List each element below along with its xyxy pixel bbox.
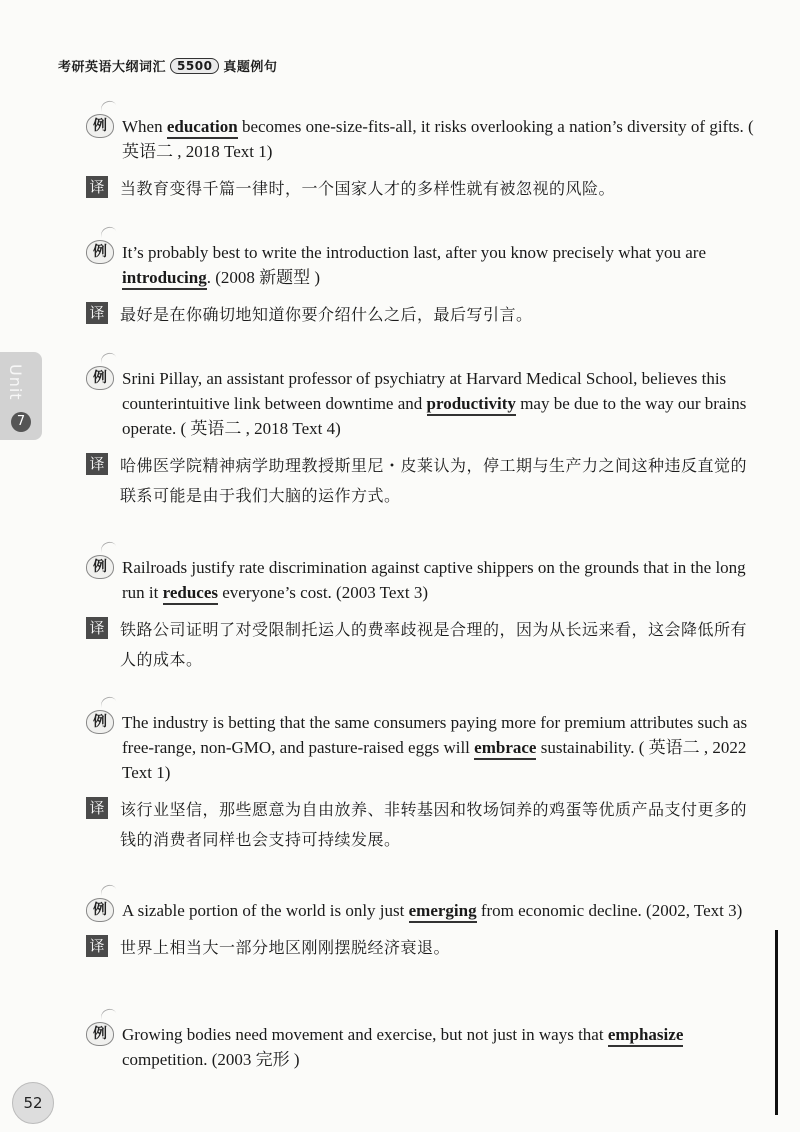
example-text: Growing bodies need movement and exercise, but not just in ways that — [122, 1025, 608, 1044]
example-text: competition. (2003 完形 ) — [122, 1050, 300, 1069]
unit-tab — [0, 352, 42, 440]
example-sentence — [86, 710, 761, 785]
example-text: from economic decline. (2002, Text 3) — [476, 901, 743, 920]
example-text: becomes one-size-fits-all, it risks overlooking a nation’s diversity of gifts. ( 英语二 , 2018 Text 1) — [122, 117, 754, 161]
header-title: 考研英语大纲词汇 — [58, 60, 167, 75]
example-text: A sizable portion of the world is only just — [122, 901, 409, 920]
keyword: embrace — [474, 738, 536, 760]
translation-text: 最好是在你确切地知道你要介绍什么之后，最后写引言。 — [120, 305, 533, 324]
example-sentence — [86, 240, 761, 290]
example-entry — [86, 114, 761, 204]
translation-text: 该行业坚信，那些愿意为自由放养、非转基因和牧场饲养的鸡蛋等优质产品支付更多的钱的消费者同样也会支持可持续发展。 — [120, 800, 748, 849]
example-badge-icon: 例 — [86, 366, 114, 390]
translation — [86, 795, 761, 855]
example-entry — [86, 1022, 761, 1072]
translation-badge-icon: 译 — [86, 935, 108, 957]
binding-edge — [775, 930, 778, 1115]
keyword: emerging — [409, 901, 477, 923]
example-badge-icon: 例 — [86, 114, 114, 138]
example-entry — [86, 710, 761, 855]
translation-badge-icon: 译 — [86, 797, 108, 819]
example-sentence — [86, 1022, 761, 1072]
example-text: It’s probably best to write the introduction last, after you know precisely what you are — [122, 243, 706, 262]
example-text: may be due to the way our brains operate. ( 英语二 , 2018 Text 4) — [122, 394, 747, 438]
translation — [86, 300, 761, 330]
page-number: 52 — [12, 1082, 54, 1124]
example-text: The industry is betting that the same consumers paying more for premium attributes such as free-range, non-GMO, and pasture-raised eggs will — [122, 713, 748, 757]
example-sentence — [86, 114, 761, 164]
example-badge-icon: 例 — [86, 240, 114, 264]
translation — [86, 451, 761, 511]
translation-text: 世界上相当大一部分地区刚刚摆脱经济衰退。 — [120, 938, 451, 957]
example-badge-icon: 例 — [86, 898, 114, 922]
unit-number: 7 — [11, 412, 31, 432]
running-header — [58, 56, 277, 75]
example-entry — [86, 240, 761, 330]
translation — [86, 174, 761, 204]
example-text: When — [122, 117, 167, 136]
translation-text: 哈佛医学院精神病学助理教授斯里尼・皮莱认为，停工期与生产力之间这种违反直觉的联系可能是由于我们大脑的运作方式。 — [120, 456, 748, 505]
example-text: Railroads justify rate discrimination against captive shippers on the grounds that in the long run it — [122, 558, 746, 602]
example-badge-icon: 例 — [86, 555, 114, 579]
keyword: education — [167, 117, 238, 139]
example-sentence — [86, 555, 761, 605]
translation-text: 当教育变得千篇一律时，一个国家人才的多样性就有被忽视的风险。 — [120, 179, 616, 198]
translation — [86, 933, 761, 963]
keyword: reduces — [163, 583, 218, 605]
translation-badge-icon: 译 — [86, 453, 108, 475]
translation-badge-icon: 译 — [86, 176, 108, 198]
header-subtitle: 真题例句 — [223, 60, 278, 75]
example-entry — [86, 555, 761, 675]
unit-label: Unit — [6, 364, 25, 401]
example-entry — [86, 366, 761, 511]
keyword: introducing — [122, 268, 207, 290]
translation-badge-icon: 译 — [86, 617, 108, 639]
example-badge-icon: 例 — [86, 710, 114, 734]
keyword: productivity — [427, 394, 516, 416]
example-sentence — [86, 898, 761, 923]
translation-badge-icon: 译 — [86, 302, 108, 324]
example-text: . (2008 新题型 ) — [206, 268, 321, 287]
example-sentence — [86, 366, 761, 441]
example-text: Srini Pillay, an assistant professor of psychiatry at Harvard Medical School, believes this counterintuitive link between downtime and — [122, 369, 727, 413]
example-text: everyone’s cost. (2003 Text 3) — [218, 583, 429, 602]
header-count-pill: 5500 — [170, 58, 219, 74]
example-entry — [86, 898, 761, 963]
keyword: emphasize — [608, 1025, 684, 1047]
translation-text: 铁路公司证明了对受限制托运人的费率歧视是合理的，因为从长远来看，这会降低所有人的成本。 — [120, 620, 748, 669]
example-text: sustainability. ( 英语二 , 2022 Text 1) — [122, 738, 747, 782]
example-badge-icon: 例 — [86, 1022, 114, 1046]
translation — [86, 615, 761, 675]
